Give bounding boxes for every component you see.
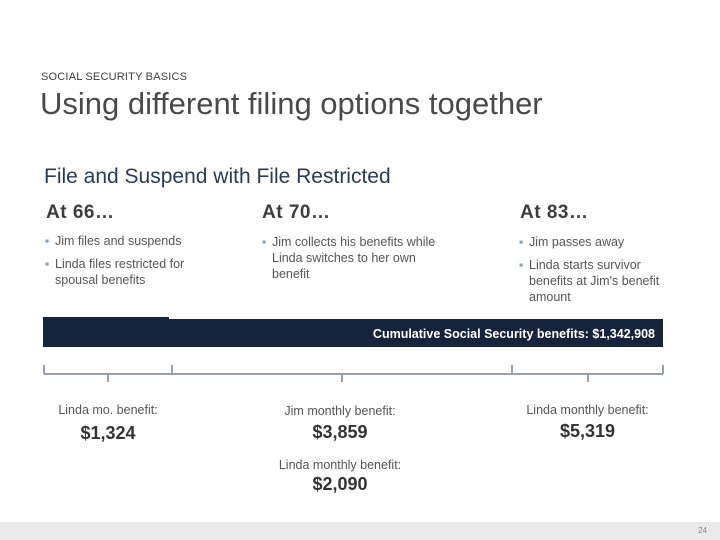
- list-item: ▪ Jim files and suspends: [45, 234, 182, 248]
- segment-1-label: Linda mo. benefit:: [58, 403, 158, 417]
- cumulative-benefits-label: Cumulative Social Security benefits: $1,342,908: [372, 327, 655, 341]
- segment-3-value: $5,319: [559, 421, 616, 441]
- bullet-icon: ▪: [45, 234, 50, 248]
- bracket-segment-3: [512, 365, 663, 382]
- page-number: 24: [698, 526, 707, 535]
- bullet-icon: ▪: [519, 235, 524, 249]
- list-item: ▪ Jim collects his benefits while Linda switches to her own benefit: [262, 235, 436, 281]
- list-item: ▪ Linda starts survivor benefits at Jim's benefit amount: [519, 258, 660, 304]
- column-heading-70: At 70…: [262, 202, 331, 223]
- bullet-icon: ▪: [519, 258, 524, 272]
- segment-3-label: Linda monthly benefit:: [526, 403, 649, 417]
- segment-2-value: $3,859: [312, 422, 368, 442]
- bracket-segment-1: [44, 365, 172, 382]
- bullet-icon: ▪: [262, 235, 267, 249]
- segment-2-label-2: Linda monthly benefit:: [278, 458, 402, 472]
- column-heading-83: At 83…: [520, 202, 589, 223]
- segment-2-value-2: $2,090: [312, 474, 368, 494]
- bracket-segment-2: [172, 365, 512, 382]
- page-title: Using different filing options together: [40, 86, 543, 121]
- section-eyebrow: SOCIAL SECURITY BASICS: [41, 71, 188, 83]
- bullet-icon: ▪: [45, 257, 50, 271]
- list-item: ▪ Jim passes away: [519, 235, 625, 249]
- slide-subtitle: File and Suspend with File Restricted: [44, 165, 391, 188]
- footer-bar: [0, 522, 720, 540]
- segment-2-label: Jim monthly benefit:: [284, 404, 396, 418]
- column-heading-66: At 66…: [46, 202, 115, 223]
- segment-1-value: $1,324: [80, 423, 136, 443]
- list-item: ▪ Linda files restricted for spousal benefits: [45, 257, 185, 287]
